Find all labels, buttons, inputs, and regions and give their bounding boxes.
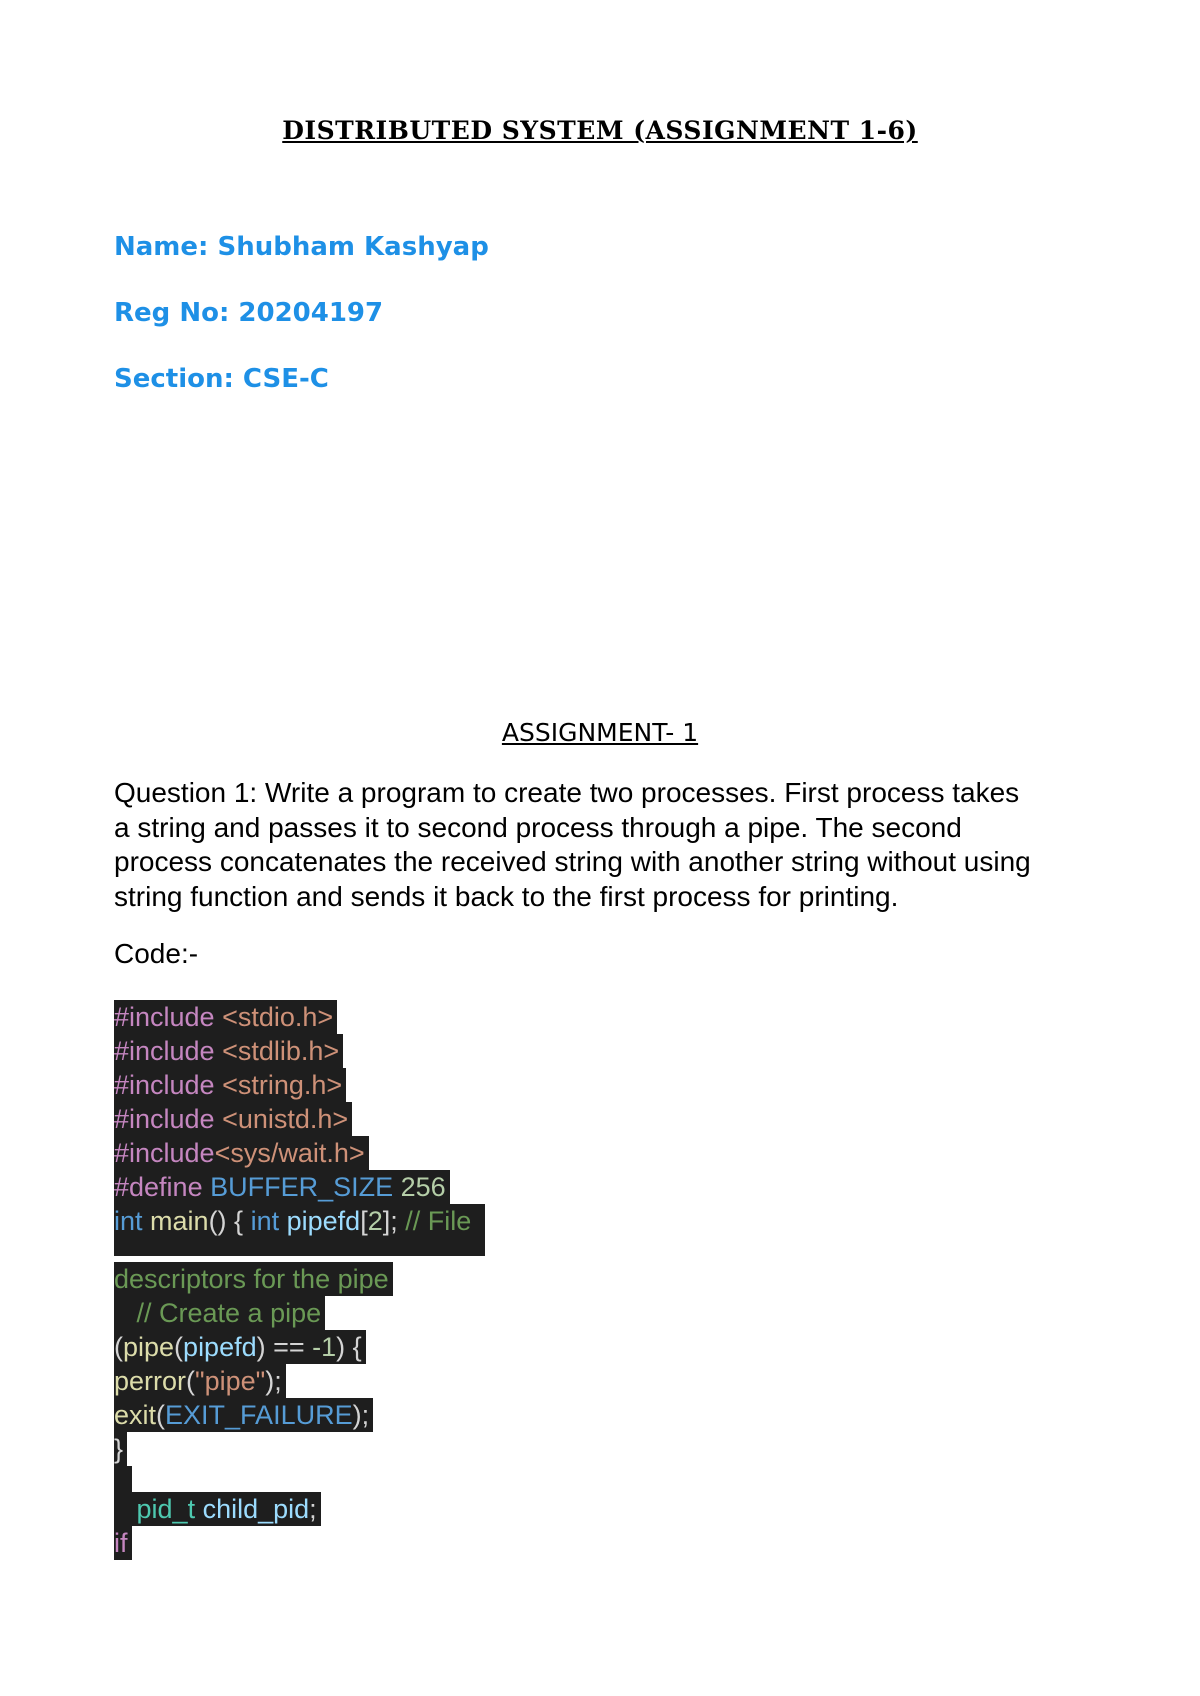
code-line bbox=[114, 1398, 373, 1432]
code-line bbox=[114, 1102, 352, 1136]
code-token: #include bbox=[114, 1002, 215, 1032]
code-token: perror bbox=[114, 1366, 187, 1396]
question-line: a string and passes it to second process through a pipe. The second bbox=[114, 811, 962, 843]
code-token: descriptors for the pipe bbox=[114, 1264, 389, 1294]
code-token: BUFFER_SIZE bbox=[202, 1172, 401, 1202]
question-line: string function and sends it back to the first process for printing. bbox=[114, 880, 899, 912]
code-token: <sys/wait.h> bbox=[214, 1138, 365, 1168]
code-token bbox=[215, 1002, 223, 1032]
section-info: Section: CSE-C bbox=[114, 364, 329, 394]
code-token: () { bbox=[208, 1206, 251, 1236]
code-token: #define bbox=[114, 1172, 203, 1202]
code-line bbox=[114, 1296, 325, 1330]
code-token bbox=[114, 1298, 137, 1328]
code-line bbox=[114, 1170, 450, 1204]
code-line bbox=[114, 1068, 346, 1102]
document-title: DISTRIBUTED SYSTEM (ASSIGNMENT 1-6) bbox=[282, 116, 918, 145]
code-line bbox=[114, 1136, 369, 1170]
code-token: child_pid bbox=[195, 1494, 310, 1524]
code-token: exit bbox=[114, 1400, 157, 1430]
code-token: // Create a pipe bbox=[136, 1298, 322, 1328]
code-token: ( bbox=[186, 1366, 196, 1396]
registration-number: Reg No: 20204197 bbox=[114, 298, 384, 328]
code-token: main bbox=[142, 1206, 209, 1236]
code-token: int bbox=[250, 1206, 280, 1236]
code-line bbox=[114, 1492, 321, 1526]
code-token: int bbox=[114, 1206, 143, 1236]
code-token: <stdio.h> bbox=[222, 1002, 334, 1032]
code-token: ) == bbox=[256, 1332, 313, 1362]
code-token: <string.h> bbox=[222, 1070, 343, 1100]
code-line bbox=[114, 1526, 132, 1560]
code-line bbox=[114, 1034, 343, 1068]
code-token: pipefd bbox=[279, 1206, 361, 1236]
code-token: ( bbox=[114, 1332, 123, 1362]
code-token: <unistd.h> bbox=[222, 1104, 349, 1134]
code-token: ( bbox=[156, 1400, 166, 1430]
code-line bbox=[114, 1330, 366, 1364]
code-token: -1 bbox=[312, 1332, 337, 1362]
question-text bbox=[114, 776, 1104, 914]
code-token: // File bbox=[405, 1206, 472, 1236]
question-line: Question 1: Write a program to create two processes. First process takes bbox=[114, 777, 1020, 808]
code-token: if bbox=[114, 1528, 128, 1558]
code-token: EXIT_FAILURE bbox=[165, 1400, 353, 1430]
code-token: pipe bbox=[123, 1332, 175, 1362]
code-token bbox=[215, 1104, 223, 1134]
code-token: <stdlib.h> bbox=[222, 1036, 340, 1066]
code-token: "pipe" bbox=[195, 1366, 266, 1396]
code-token: ) { bbox=[336, 1332, 362, 1362]
code-token: ( bbox=[174, 1332, 184, 1362]
code-token: #include bbox=[114, 1036, 215, 1066]
code-token bbox=[215, 1070, 223, 1100]
code-token: 2 bbox=[367, 1206, 383, 1236]
code-line bbox=[114, 1262, 393, 1296]
code-token: 256 bbox=[400, 1172, 446, 1202]
code-token: } bbox=[114, 1434, 124, 1464]
code-label: Code:- bbox=[114, 938, 199, 969]
code-token: ); bbox=[352, 1400, 370, 1430]
code-line bbox=[114, 1432, 127, 1466]
code-line bbox=[114, 1204, 485, 1256]
code-token: ); bbox=[265, 1366, 282, 1396]
code-token: #include bbox=[114, 1138, 215, 1168]
code-token: #include bbox=[114, 1070, 215, 1100]
code-token: #include bbox=[114, 1104, 215, 1134]
code-token: ; bbox=[309, 1494, 317, 1524]
code-line bbox=[114, 1364, 286, 1398]
code-token bbox=[114, 1494, 137, 1524]
code-token bbox=[215, 1036, 223, 1066]
code-line bbox=[114, 1000, 337, 1034]
code-background-gap bbox=[114, 1466, 132, 1492]
assignment-heading: ASSIGNMENT- 1 bbox=[501, 718, 699, 747]
student-name: Name: Shubham Kashyap bbox=[114, 232, 489, 262]
code-token: ]; bbox=[382, 1206, 406, 1236]
code-token: pid_t bbox=[136, 1494, 196, 1524]
code-token: [ bbox=[360, 1206, 368, 1236]
question-line: process concatenates the received string with another string without using bbox=[114, 846, 1031, 878]
code-token: pipefd bbox=[183, 1332, 257, 1362]
